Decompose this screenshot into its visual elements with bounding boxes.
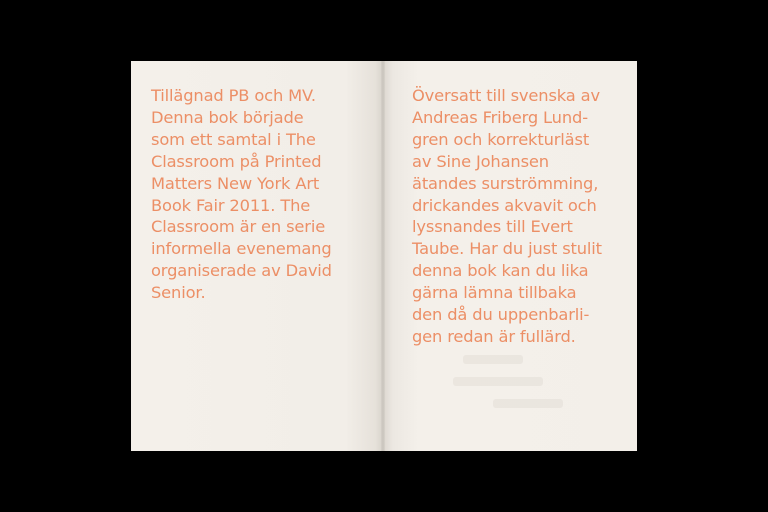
left-text-line: Denna bok började [151,107,304,127]
left-text-line: Senior. [151,283,206,303]
right-page [383,61,637,451]
left-text-line: informella evenemang [151,239,332,259]
right-text-line: Översatt till svenska av [412,86,600,105]
right-text-line: ätandes surströmming, [412,173,599,193]
left-text-line: Classroom är en serie [151,217,326,237]
left-text-line: organiserade av David [151,261,332,281]
right-text-line: gärna lämna tillbaka [412,283,577,303]
show-through-text [453,355,593,415]
right-text-line: Andreas Friberg Lund- [412,107,588,127]
right-text-line: gren och korrekturläst [412,129,590,149]
right-page-text [412,85,602,348]
left-text-line: Matters New York Art [151,173,320,193]
right-text-line: gen redan är fullärd. [412,326,576,346]
left-text-line: Classroom på Printed [151,151,322,171]
right-text-line: av Sine Johansen [412,151,549,171]
left-text-line: Tillägnad PB och MV. [151,86,316,105]
right-text-line: lyssnandes till Evert [412,217,573,237]
open-book [131,61,637,451]
left-page [131,61,383,451]
left-text-line: som ett samtal i The [151,129,316,149]
left-page-text [151,85,332,304]
right-text-line: Taube. Har du just stulit [412,239,602,259]
left-text-line: Book Fair 2011. The [151,195,311,215]
book-gutter [381,61,385,451]
right-text-line: den då du uppenbarli- [412,305,590,325]
right-text-line: denna bok kan du lika [412,261,589,281]
right-text-line: drickandes akvavit och [412,195,597,215]
